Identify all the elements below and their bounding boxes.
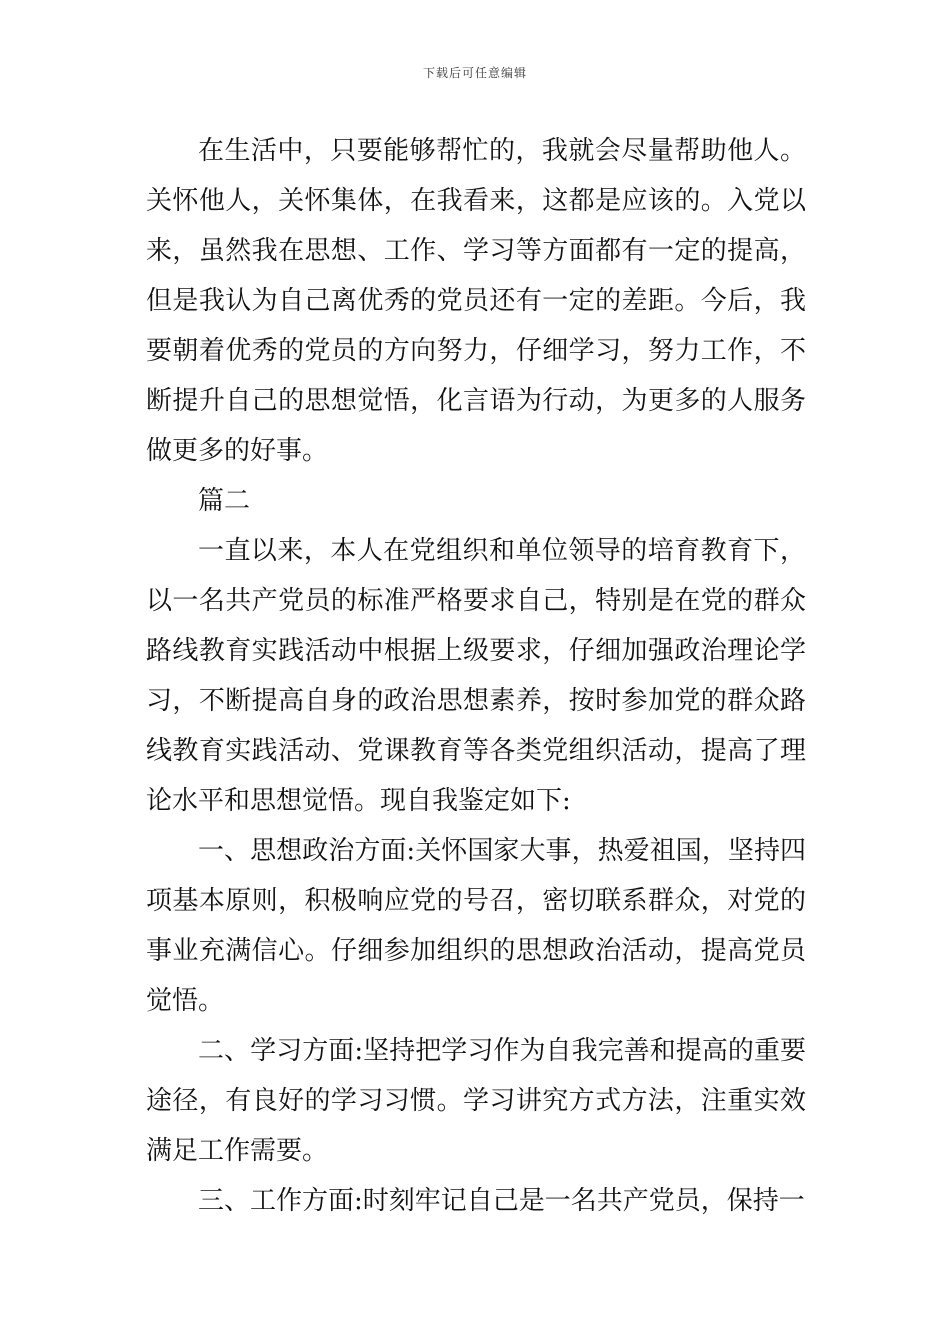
paragraph-1: 在生活中，只要能够帮忙的，我就会尽量帮助他人。关怀他人，关怀集体，在我看来，这都是应该的。入党以来，虽然我在思想、工作、学习等方面都有一定的提高，但是我认为自己离优秀的党员还有一定的差距。今后，我要朝着优秀的党员的方向努力，仔细学习，努力工作，不断提升自己的思想觉悟，化言语为行动，为更多的人服务做更多的好事。: [146, 136, 806, 466]
page-header: 下载后可任意编辑: [422, 66, 527, 80]
paragraph-5: 三、工作方面:时刻牢记自己是一名共产党员，保持一: [198, 1186, 805, 1216]
paragraph-4: 二、学习方面:坚持把学习作为自我完善和提高的重要途径，有良好的学习习惯。学习讲究方式方法，注重实效满足工作需要。: [146, 1036, 806, 1166]
document-body: [146, 126, 806, 1226]
paragraph-2: 一直以来，本人在党组织和单位领导的培育教育下，以一名共产党员的标准严格要求自己，特别是在党的群众路线教育实践活动中根据上级要求，仔细加强政治理论学习，不断提高自身的政治思想素养，按时参加党的群众路线教育实践活动、党课教育等各类党组织活动，提高了理论水平和思想觉悟。现自我鉴定如下:: [146, 536, 806, 816]
section-heading: 篇二: [198, 486, 251, 516]
paragraph-3: 一、思想政治方面:关怀国家大事，热爱祖国，坚持四项基本原则，积极响应党的号召，密切联系群众，对党的事业充满信心。仔细参加组织的思想政治活动，提高党员觉悟。: [146, 836, 806, 1016]
